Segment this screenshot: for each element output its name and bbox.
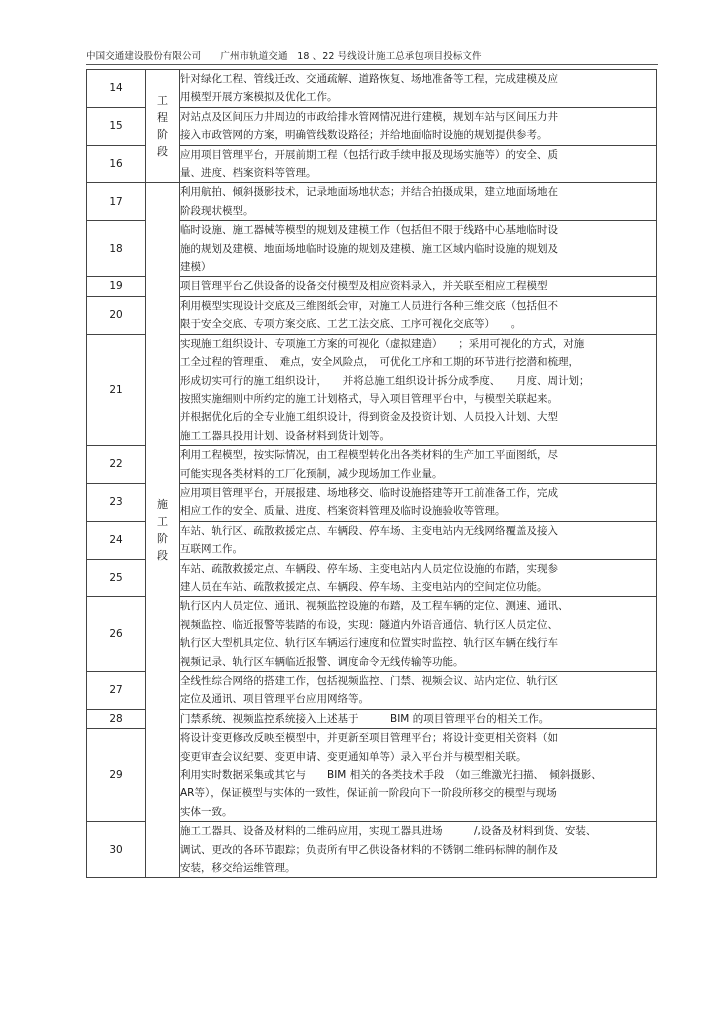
work-description [180, 446, 657, 484]
work-description [180, 107, 657, 145]
work-description [180, 145, 657, 183]
description-line: 车站、轨行区、疏散救援定点、车辆段、停车场、主变电站内无线网络覆盖及接入 [180, 524, 558, 537]
description-line: 临时设施、施工器械等模型的规划及建模工作（包括但不限于线路中心基地临时设 [180, 224, 558, 237]
row-number: 16 [87, 145, 146, 183]
description-line: 按照实施细则中所约定的施工计划格式，导入项目管理平台中，与模型关联起来。 [180, 392, 558, 405]
work-description [180, 709, 657, 728]
row-number: 29 [87, 729, 146, 822]
work-description [180, 672, 657, 710]
row-number: 20 [87, 296, 146, 334]
description-line: 实体一致。 [180, 805, 233, 818]
description-line: 形成切实可行的施工组织设计， 并将总施工组织设计拆分成季度、 月度、周计划； [180, 374, 590, 387]
description-line: 对站点及区间压力井周边的市政给排水管网情况进行建模，规划车站与区间压力井 [180, 110, 558, 123]
description-line: 针对绿化工程、管线迁改、交通疏解、道路恢复、场地准备等工程，完成建模及应 [180, 73, 558, 85]
row-number: 30 [87, 822, 146, 878]
row-number: 18 [87, 221, 146, 277]
stage-label: 施工阶段 [157, 497, 168, 562]
work-description [180, 559, 657, 597]
row-number: 21 [87, 334, 146, 445]
row-number: 14 [87, 70, 146, 108]
description-line: 建模） [180, 261, 212, 274]
description-line: 利用工程模型，按实际情况，由工程模型转化出各类材料的生产加工平面图纸，尽 [180, 449, 558, 462]
row-number: 26 [87, 597, 146, 672]
work-description [180, 334, 657, 445]
work-description [180, 277, 657, 296]
description-line: 变更审查会议纪要、变更申请、变更通知单等）录入平台并与模型相关联。 [180, 750, 527, 763]
description-line: 门禁系统、视频监控系统接入上述基于 BIM 的项目管理平台的相关工作。 [180, 712, 550, 725]
work-description [180, 729, 657, 822]
description-line: 将设计变更修改反映至模型中，并更新至项目管理平台；将设计变更相关资料（如 [180, 732, 558, 745]
row-number: 25 [87, 559, 146, 597]
description-line: 利用实时数据采集或其它与 BIM 相关的各类技术手段 （如三维激光扫描、 倾斜摄影、 [180, 769, 602, 782]
description-line: 相应工作的安全、质量、进度、档案资料管理及临时设施验收等管理。 [180, 505, 506, 518]
work-description [180, 183, 657, 221]
description-line: 视频记录、轨行区车辆临近报警、调度命令无线传输等功能。 [180, 655, 464, 668]
row-number: 22 [87, 446, 146, 484]
description-line: 实现施工组织设计、专项施工方案的可视化（虚拟建造） ；采用可视化的方式，对施 [180, 337, 585, 350]
work-description [180, 597, 657, 672]
description-line: 全线性综合网络的搭建工作，包括视频监控、门禁、视频会议、站内定位、轨行区 [180, 675, 558, 687]
description-line: 轨行区内人员定位、通讯、视频监控设施的布踏，及工程车辆的定位、测速、通讯、 [180, 600, 569, 613]
description-line: 用模型开展方案模拟及优化工作。 [180, 91, 338, 104]
description-line: 施工工器具、设备及材料的二维码应用，实现工器具进场 /,设备及材料到货、安装、 [180, 825, 597, 838]
description-line: 互联网工作。 [180, 543, 243, 556]
description-line: 车站、疏散救援定点、车辆段、停车场、主变电站内人员定位设施的布踏，实现参 [180, 562, 558, 575]
table-body [87, 70, 657, 878]
description-line: 施工工器具投用计划、设备材料到货计划等。 [180, 429, 390, 442]
description-line: 安装，移交给运维管理。 [180, 862, 296, 875]
work-description [180, 483, 657, 521]
description-line: 阶段现状模型。 [180, 204, 254, 217]
description-line: 可能实现各类材料的工厂化预制，减少现场加工作业量。 [180, 467, 443, 480]
work-description [180, 221, 657, 277]
row-number: 27 [87, 672, 146, 710]
row-number: 24 [87, 521, 146, 559]
description-line: 应用项目管理平台，开展前期工程（包括行政手续申报及现场实施等）的安全、质 [180, 148, 558, 161]
description-line: 定位及通讯、项目管理平台应用网络等。 [180, 693, 369, 706]
description-line: 利用航拍、倾斜摄影技术，记录地面场地状态；并结合拍摄成果，建立地面场地在 [180, 186, 558, 199]
stage-cell [146, 70, 180, 183]
description-line: AR等），保证模型与实体的一致性，保证前一阶段向下一阶段所移交的模型与现场 [180, 787, 557, 800]
description-line: 轨行区大型机具定位、轨行区车辆运行速度和位置实时监控、轨行区车辆在线行车 [180, 637, 558, 650]
description-line: 利用模型实现设计交底及三维图纸会审，对施工人员进行各种三维交底（包括但不 [180, 299, 558, 312]
description-line: 项目管理平台乙供设备的设备交付模型及相应资料录入，并关联至相应工程模型 [180, 280, 548, 293]
work-description [180, 296, 657, 334]
description-line: 施的规划及建模、地面场地临时设施的规划及建模、施工区域内临时设施的规划及 [180, 242, 558, 255]
description-line: 调试、更改的各环节跟踪；负责所有甲乙供设备材料的不锈钢二维码标牌的制作及 [180, 843, 558, 856]
row-number: 28 [87, 709, 146, 728]
page-header: 中国交通建设股份有限公司 广州市轨道交通 18 、22 号线设计施工总承包项目投标文件 [86, 51, 482, 62]
row-number: 19 [87, 277, 146, 296]
description-line: 量、进度、档案资料等管理。 [180, 167, 317, 180]
description-line: 工全过程的管理重、 难点，安全风险点， 可优化工序和工期的环节进行挖潜和梳理， [180, 356, 579, 369]
row-number: 17 [87, 183, 146, 221]
row-number: 23 [87, 483, 146, 521]
row-number: 15 [87, 107, 146, 145]
description-line: 并根据优化后的全专业施工组织设计，得到资金及投资计划、人员投入计划、大型 [180, 411, 558, 424]
description-line: 建人员在车站、疏散救援定点、车辆段、停车场、主变电站内的空间定位功能。 [180, 580, 548, 593]
description-line: 视频监控、临近报警等装踏的布设，实现：隧道内外语音通信、轨行区人员定位、 [180, 618, 558, 631]
stage-cell [146, 183, 180, 878]
work-description [180, 521, 657, 559]
description-line: 接入市政管网的方案，明确管线数设路径；并给地面临时设施的规划提供参考。 [180, 129, 548, 142]
work-description [180, 822, 657, 878]
header-divider [86, 64, 658, 65]
table-row [87, 70, 657, 108]
work-description [180, 70, 657, 108]
bim-work-table [86, 69, 657, 878]
description-line: 限于安全交底、专项方案交底、工艺工法交底、工序可视化交底等） 。 [180, 318, 522, 331]
stage-label: 工程阶段 [157, 93, 168, 158]
table-row [87, 183, 657, 221]
description-line: 应用项目管理平台，开展报建、场地移交、临时设施搭建等开工前准备工作，完成 [180, 486, 558, 499]
